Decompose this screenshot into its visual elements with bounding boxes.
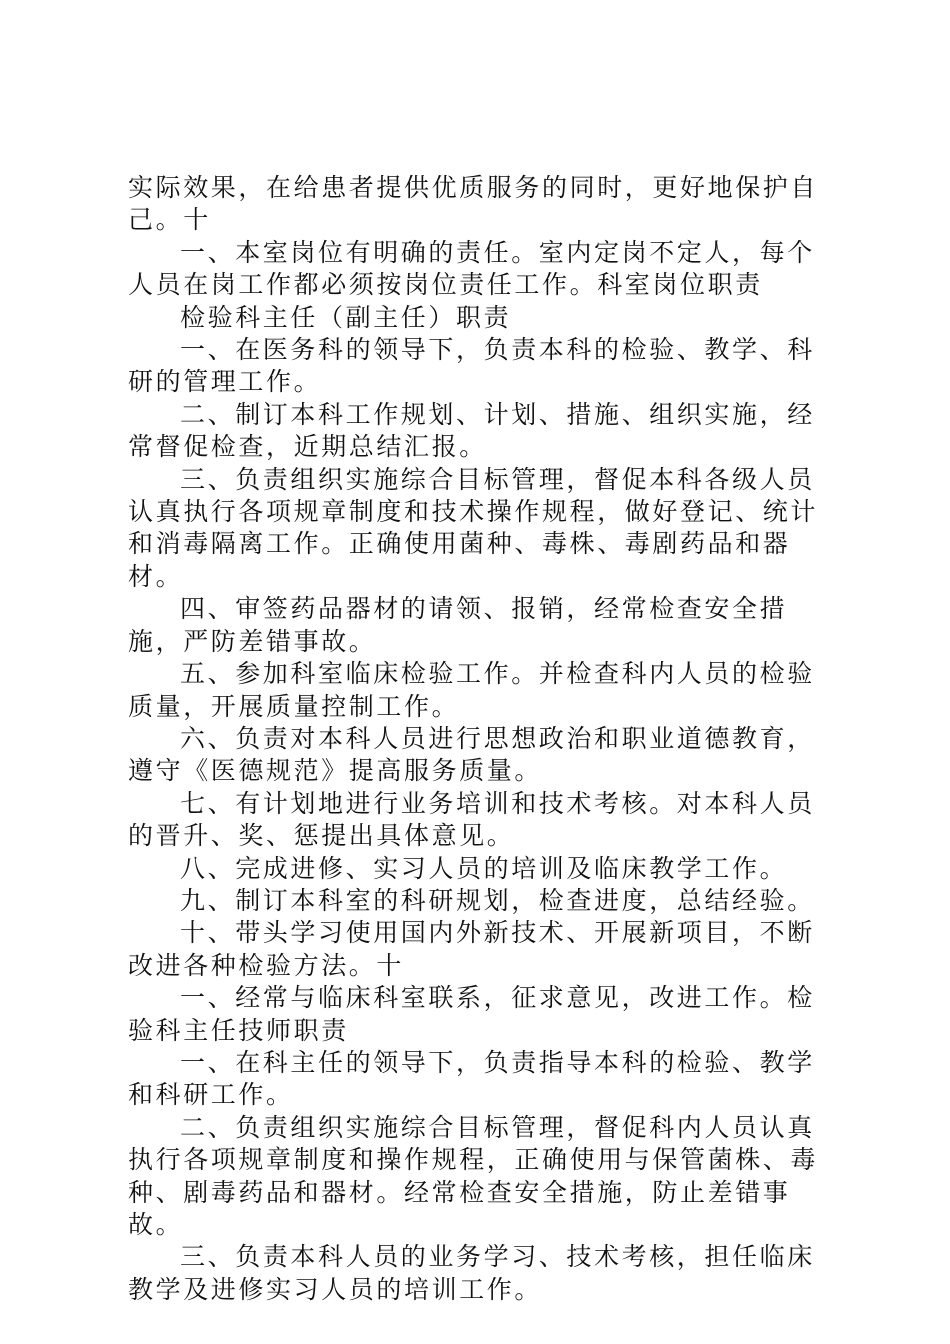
section-heading: 检验科主任（副主任）职责 [180, 302, 512, 332]
paragraph: 十、带头学习使用国内外新技术、开展新项目，不断改进各种检验方法。十 [128, 918, 815, 980]
paragraph: 六、负责对本科人员进行思想政治和职业道德教育，遵守《医德规范》提高服务质量。 [128, 723, 815, 786]
paragraph: 一、在医务科的领导下，负责本科的检验、教学、科研的管理工作。 [128, 335, 815, 397]
paragraph: 实际效果，在给患者提供优质服务的同时，更好地保护自己。十 [128, 173, 819, 235]
paragraph: 一、本室岗位有明确的责任。室内定岗不定人，每个人员在岗工作都必须按岗位责任工作。科室岗位职责 [128, 237, 815, 300]
paragraph: 八、完成进修、实习人员的培训及临床教学工作。 [180, 853, 788, 883]
paragraph: 一、在科主任的领导下，负责指导本科的检验、教学和科研工作。 [128, 1047, 815, 1110]
paragraph: 二、制订本科工作规划、计划、措施、组织实施，经常督促检查，近期总结汇报。 [128, 399, 815, 462]
paragraph: 一、经常与临床科室联系，征求意见，改进工作。检验科主任技师职责 [128, 983, 815, 1045]
paragraph: 五、参加科室临床检验工作。并检查科内人员的检验质量，开展质量控制工作。 [128, 659, 815, 721]
paragraph: 四、审签药品器材的请领、报销，经常检查安全措施，严防差错事故。 [128, 594, 788, 656]
paragraph: 九、制订本科室的科研规划，检查进度，总结经验。 [180, 885, 815, 915]
document-body [128, 172, 840, 1306]
paragraph: 七、有计划地进行业务培训和技术考核。对本科人员的晋升、奖、惩提出具体意见。 [128, 788, 815, 851]
paragraph: 三、负责组织实施综合目标管理，督促本科各级人员认真执行各项规章制度和技术操作规程，做好登记、统计和消毒隔离工作。正确使用菌种、毒株、毒剧药品和器材。 [128, 464, 819, 591]
paragraph: 三、负责本科人员的业务学习、技术考核，担任临床教学及进修实习人员的培训工作。 [128, 1242, 815, 1304]
paragraph: 二、负责组织实施综合目标管理，督促科内人员认真执行各项规章制度和操作规程，正确使用与保管菌株、毒种、剧毒药品和器材。经常检查安全措施，防止差错事故。 [128, 1112, 819, 1239]
